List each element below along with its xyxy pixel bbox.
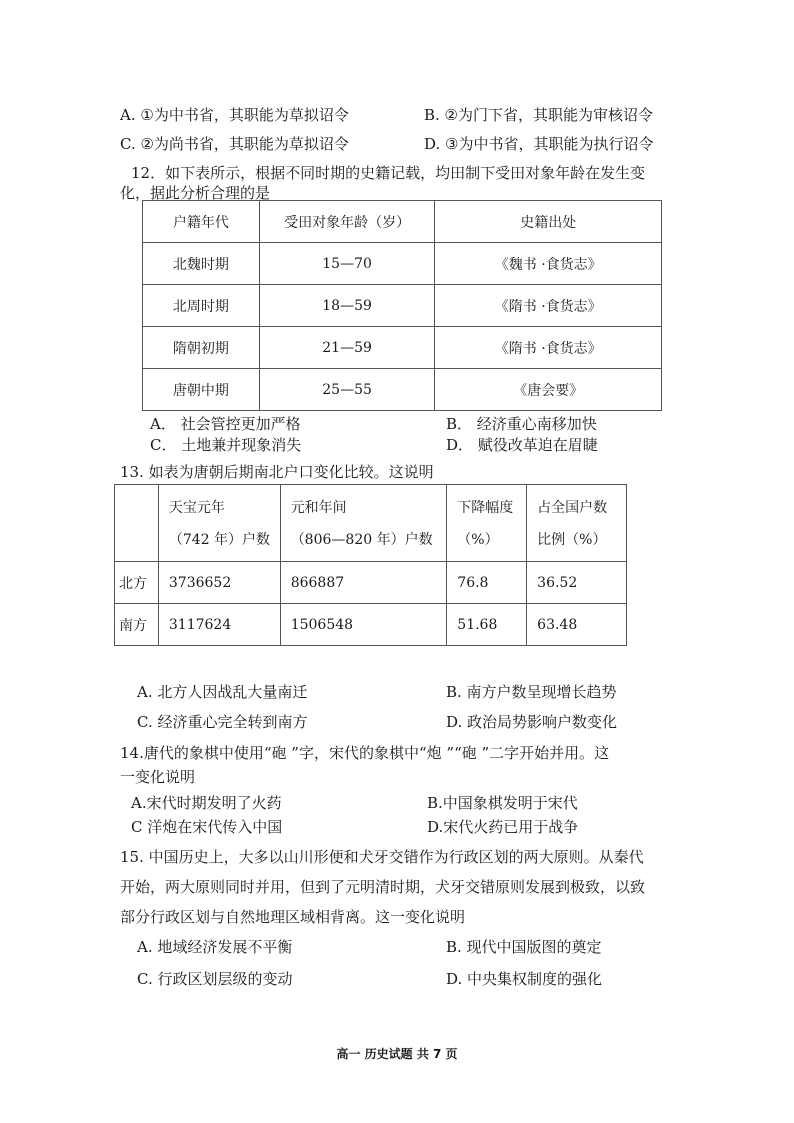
table-cell: 51.68 — [447, 604, 527, 646]
table-cell: 北魏时期 — [143, 243, 260, 285]
q15-stem-line2: 开始，两大原则同时并用，但到了元明清时期，犬牙交错原则发展到极致，以致 — [120, 878, 646, 896]
q15-option-c: C. 行政区划层级的变动 — [137, 970, 293, 988]
q12-stem-line1: 12．如下表所示，根据不同时期的史籍记载，均田制下受田对象年龄在发生变 — [131, 164, 646, 182]
table-cell: 《魏书 ·食货志》 — [435, 243, 662, 285]
table-cell: 南方 — [115, 604, 159, 646]
page-footer: 高一 历史试题 共 7 页 — [336, 1047, 458, 1061]
table-cell: 《隋书 ·食货志》 — [435, 285, 662, 327]
table-cell: 25—55 — [259, 369, 435, 411]
table-cell: 63.48 — [527, 604, 627, 646]
header-line1: 占全国户数 — [537, 500, 608, 516]
q12-option-d: D． 赋役改革迫在眉睫 — [446, 436, 598, 454]
q11-option-b: B. ②为门下省，其职能为审核诏令 — [424, 106, 654, 124]
q11-option-a: A. ①为中书省，其职能为草拟诏令 — [120, 106, 349, 124]
q15-stem-line3: 部分行政区划与自然地理区域相背离。这一变化说明 — [120, 908, 466, 926]
q12-option-b: B． 经济重心南移加快 — [446, 415, 597, 433]
table-row — [143, 369, 662, 411]
table-header-cell — [158, 485, 280, 562]
table-header-cell — [280, 485, 447, 562]
q12-option-a: A． 社会管控更加严格 — [150, 415, 301, 433]
table-header-row — [143, 201, 662, 243]
q15-option-b: B. 现代中国版图的奠定 — [446, 938, 602, 956]
table-cell: 3736652 — [158, 562, 280, 604]
table-row — [143, 285, 662, 327]
q14-option-a: A.宋代时期发明了火药 — [131, 794, 282, 812]
table-header-cell: 户籍年代 — [143, 201, 260, 243]
table-header-row — [115, 485, 627, 562]
header-line2: （742 年）户数 — [168, 532, 271, 548]
q14-option-b: B.中国象棋发明于宋代 — [427, 794, 578, 812]
table-cell: 唐朝中期 — [143, 369, 260, 411]
header-line1: 元和年间 — [290, 500, 347, 516]
table-cell: 15—70 — [259, 243, 435, 285]
table-header-cell — [115, 485, 159, 562]
q12-option-c: C． 土地兼并现象消失 — [150, 436, 302, 454]
table-cell: 北方 — [115, 562, 159, 604]
table-cell: 北周时期 — [143, 285, 260, 327]
table-cell: 隋朝初期 — [143, 327, 260, 369]
q13-option-b: B. 南方户数呈现增长趋势 — [446, 683, 617, 701]
table-cell: 866887 — [280, 562, 447, 604]
table-row — [143, 327, 662, 369]
header-line1: 天宝元年 — [168, 500, 225, 516]
q13-option-a: A. 北方人因战乱大量南迁 — [137, 683, 308, 701]
q14-stem-line2: 一变化说明 — [120, 768, 196, 786]
table-header-cell — [527, 485, 627, 562]
q11-option-c: C. ②为尚书省，其职能为草拟诏令 — [120, 135, 349, 153]
q15-stem-line1: 15. 中国历史上，大多以山川形便和犬牙交错作为行政区划的两大原则。从秦代 — [120, 848, 644, 866]
table-cell: 《唐会要》 — [435, 369, 662, 411]
q12-stem-line2: 化，据此分析合理的是 — [120, 184, 271, 202]
q13-option-c: C. 经济重心完全转到南方 — [137, 713, 308, 731]
table-row — [115, 604, 627, 646]
q13-option-d: D. 政治局势影响户数变化 — [446, 713, 618, 731]
q14-option-d: D.宋代火药已用于战争 — [427, 818, 579, 836]
table-cell: 18—59 — [259, 285, 435, 327]
q15-option-d: D. 中央集权制度的强化 — [446, 970, 603, 988]
q12-table — [142, 200, 662, 411]
header-line2: （%） — [457, 532, 499, 548]
q11-option-d: D. ③为中书省，其职能为执行诏令 — [424, 135, 654, 153]
table-cell: 76.8 — [447, 562, 527, 604]
table-header-cell: 史籍出处 — [435, 201, 662, 243]
header-line2: （806—820 年）户数 — [290, 532, 433, 548]
q13-table — [114, 484, 627, 646]
table-cell: 3117624 — [158, 604, 280, 646]
table-cell: 21—59 — [259, 327, 435, 369]
q13-stem: 13. 如表为唐朝后期南北户口变化比较。这说明 — [120, 463, 434, 481]
table-row — [115, 562, 627, 604]
q14-option-c: C 洋炮在宋代传入中国 — [131, 818, 283, 836]
table-header-cell: 受田对象年龄（岁） — [259, 201, 435, 243]
q15-option-a: A. 地域经济发展不平衡 — [137, 938, 293, 956]
table-row — [143, 243, 662, 285]
header-line1: 下降幅度 — [457, 500, 514, 516]
table-cell: 1506548 — [280, 604, 447, 646]
table-cell: 36.52 — [527, 562, 627, 604]
header-line2: 比例（%） — [537, 532, 607, 548]
table-cell: 《隋书 ·食货志》 — [435, 327, 662, 369]
table-header-cell — [447, 485, 527, 562]
q14-stem-line1: 14.唐代的象棋中使用“砲 ”字，宋代的象棋中“炮 ”“砲 ”二字开始并用。这 — [120, 744, 610, 762]
